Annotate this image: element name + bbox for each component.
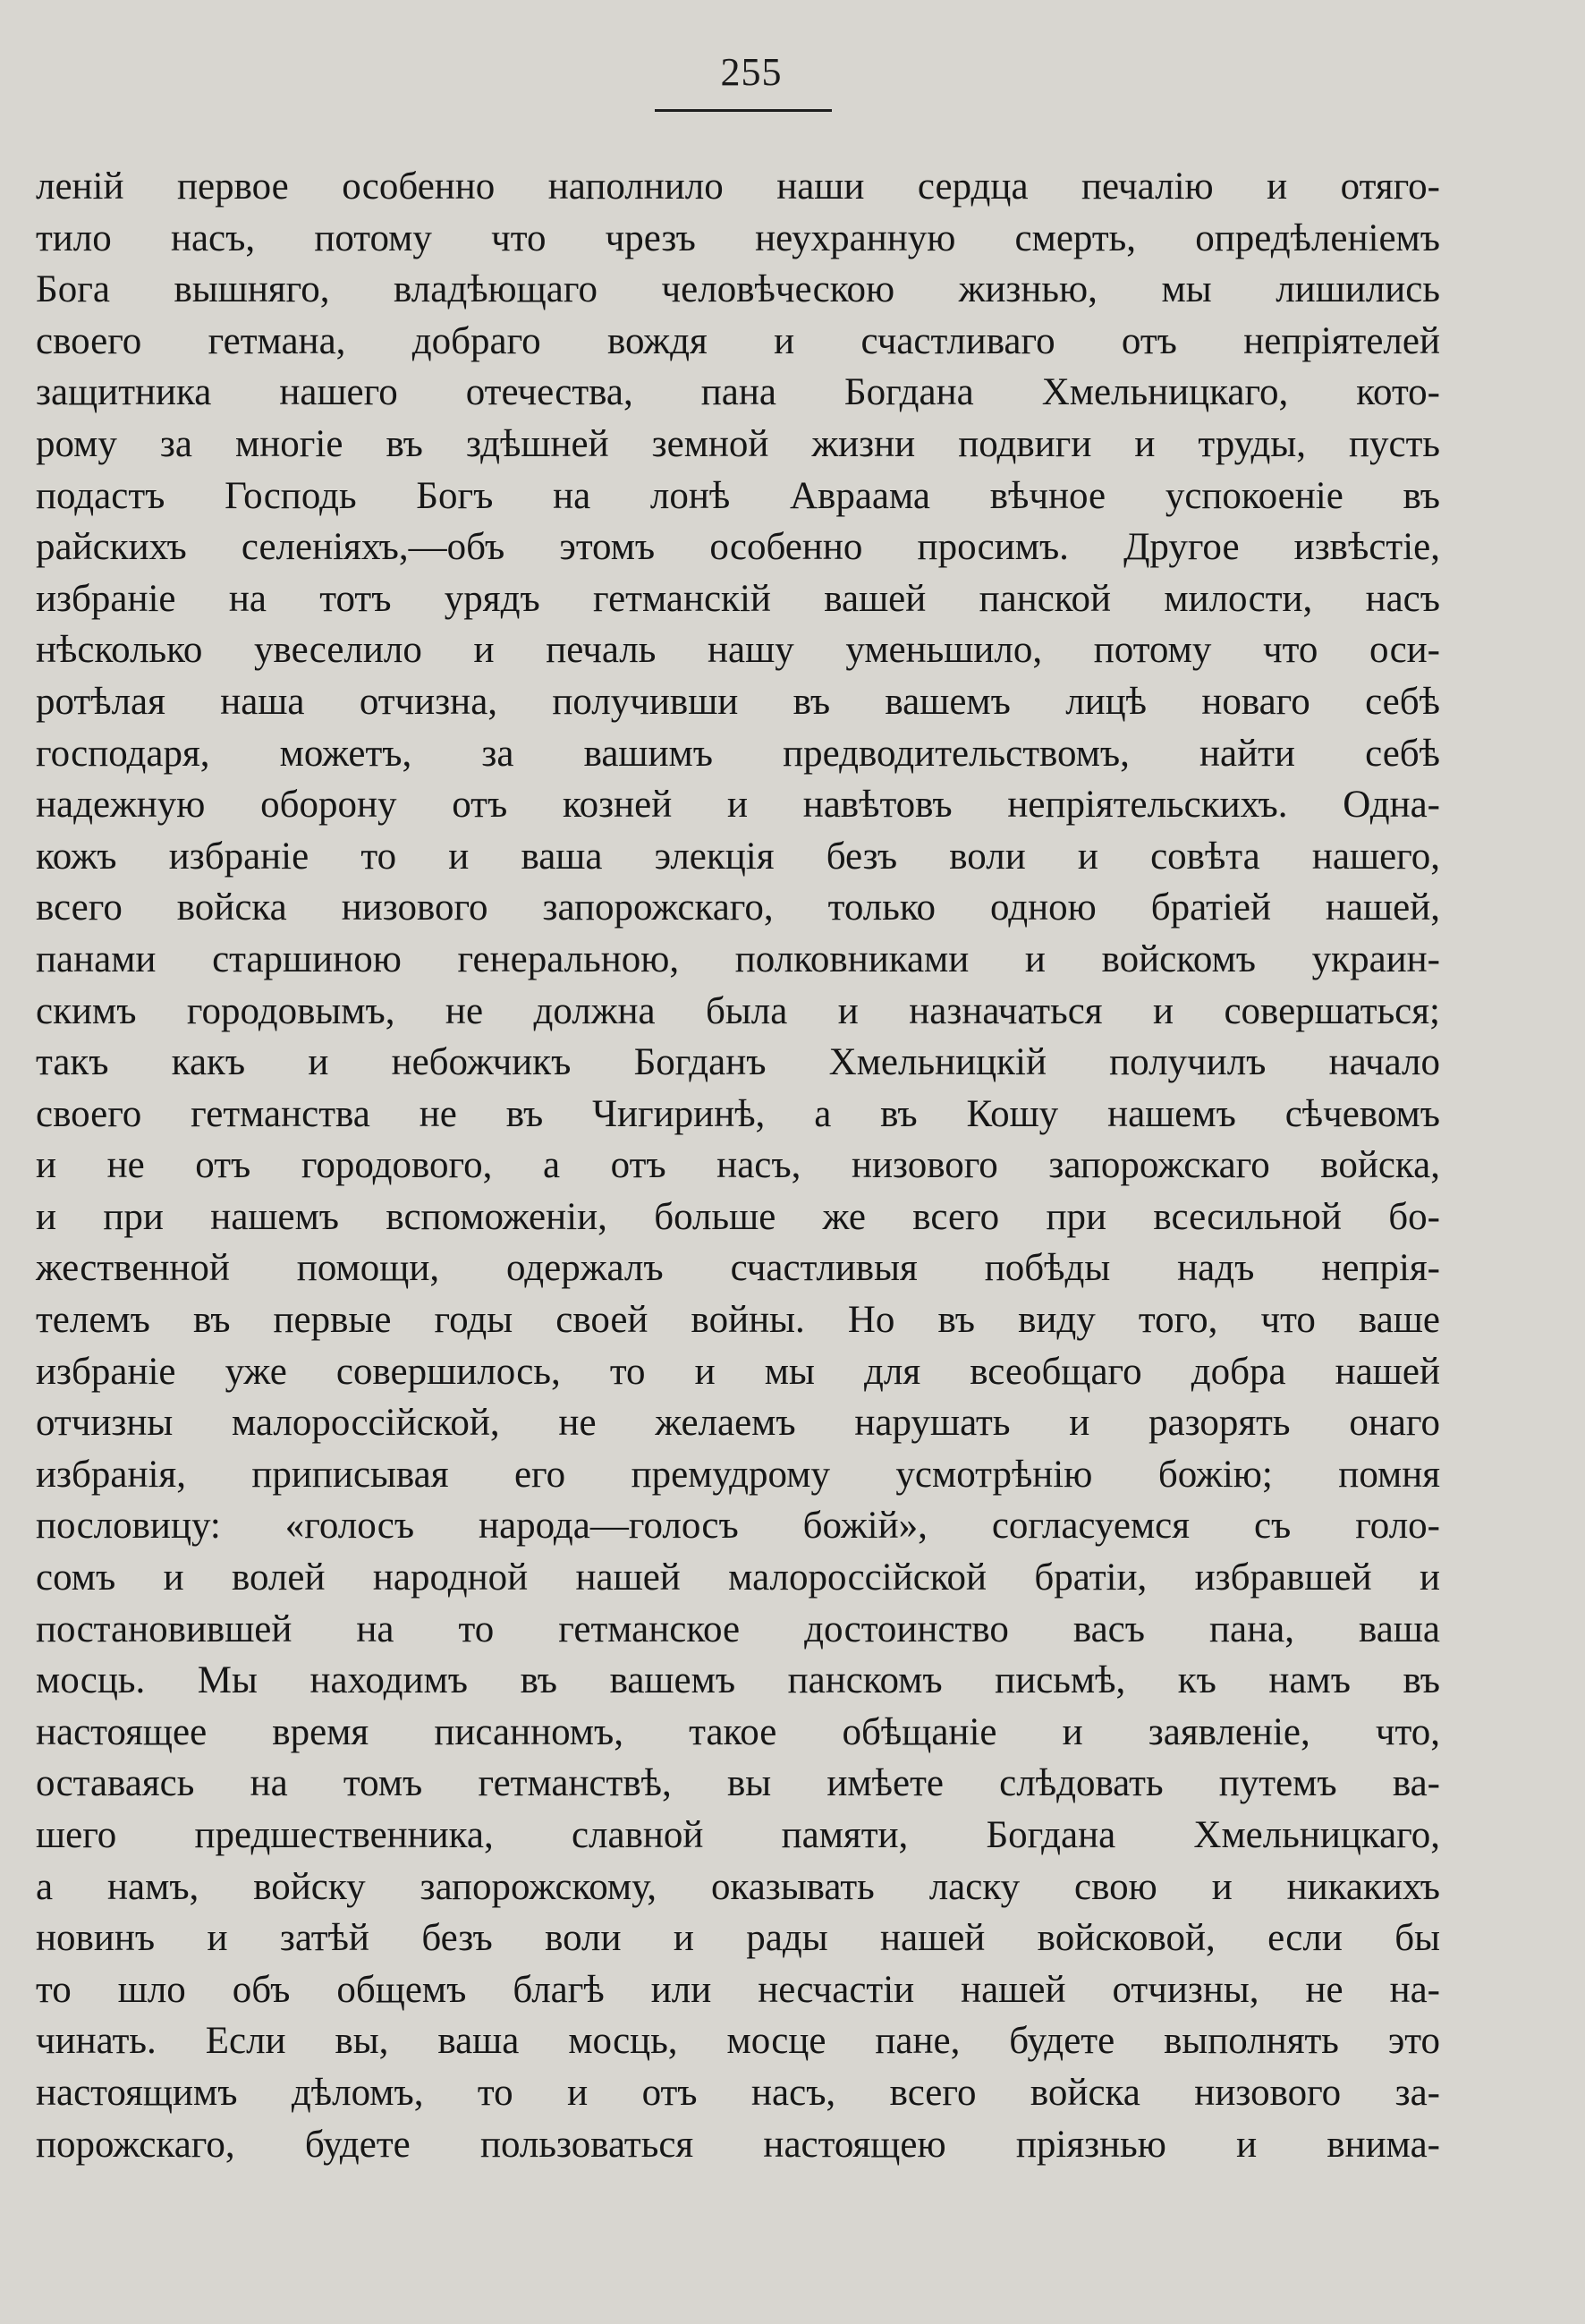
text-line: Бога вышняго, владѣющаго человѣческою жизнью, мы лишились <box>36 268 1440 311</box>
text-line: такъ какъ и небожчикъ Богданъ Хмельницкiй получилъ начало <box>36 1041 1440 1084</box>
text-line: оставаясь на томъ гетманствѣ, вы имѣете слѣдовать путемъ ва- <box>36 1762 1440 1805</box>
text-line: то шло объ общемъ благѣ или несчастiи нашей отчизны, не на- <box>36 1968 1440 2011</box>
text-line: избранiе уже совершилось, то и мы для всеобщаго добра нашей <box>36 1350 1440 1393</box>
text-line: избранiе на тотъ урядъ гетманскiй вашей панской милости, насъ <box>36 577 1440 620</box>
text-line: отчизны малороссiйской, не желаемъ нарушать и разорять онаго <box>36 1402 1440 1445</box>
text-line: ротѣлая наша отчизна, получивши въ вашемъ лицѣ новаго себѣ <box>36 680 1440 723</box>
text-line: кожъ избранiе то и ваша элекцiя безъ воли и совѣта нашего, <box>36 835 1440 878</box>
text-line: панами старшиною генеральною, полковниками и войскомъ украин- <box>36 937 1440 980</box>
text-line: защитника нашего отечества, пана Богдана Хмельницкаго, кото- <box>36 371 1440 414</box>
text-line: подастъ Господь Богъ на лонѣ Авраама вѣчное успокоенiе въ <box>36 474 1440 517</box>
text-line: чинать. Если вы, ваша мосць, мосце пане, будете выполнять это <box>36 2020 1440 2063</box>
text-line: порожскаго, будете пользоваться настоящею прiязнью и внима- <box>36 2123 1440 2166</box>
page-number: 255 <box>720 50 783 94</box>
text-line: постановившей на то гетманское достоинство васъ пана, ваша <box>36 1607 1440 1650</box>
text-line: жественной помощи, одержалъ счастливыя побѣды надъ непрiя- <box>36 1247 1440 1290</box>
text-line: господаря, можетъ, за вашимъ предводительствомъ, найти себѣ <box>36 732 1440 775</box>
text-line: избранiя, приписывая его премудрому усмотрѣнiю божiю; помня <box>36 1453 1440 1496</box>
text-line: своего гетмана, добраго вождя и счастливаго отъ непрiятелей <box>36 319 1440 362</box>
text-line: всего войска низового запорожскаго, только одною братiей нашей, <box>36 886 1440 929</box>
text-line: настоящимъ дѣломъ, то и отъ насъ, всего войска низового за- <box>36 2071 1440 2114</box>
text-line: тило насъ, потому что чрезъ неухранную смерть, опредѣленiемъ <box>36 216 1440 259</box>
text-line: и не отъ городового, а отъ насъ, низового запорожскаго войска, <box>36 1144 1440 1187</box>
text-line: настоящее время писанномъ, такое обѣщанiе и заявленiе, что, <box>36 1710 1440 1753</box>
page-number-rule <box>655 109 832 112</box>
text-line: надежную оборону отъ козней и навѣтовъ непрiятельскихъ. Одна- <box>36 784 1440 827</box>
text-line: телемъ въ первые годы своей войны. Но въ виду того, что ваше <box>36 1299 1440 1342</box>
text-line: и при нашемъ вспоможенiи, больше же всего при всесильной бо- <box>36 1195 1440 1238</box>
text-line: шего предшественника, славной памяти, Богдана Хмельницкаго, <box>36 1814 1440 1856</box>
text-line: скимъ городовымъ, не должна была и назначаться и совершаться; <box>36 989 1440 1032</box>
text-line: пословицу: «голосъ народа—голосъ божiй», согласуемся съ голо- <box>36 1505 1440 1548</box>
text-line: своего гетманства не въ Чигиринѣ, а въ Кошу нашемъ сѣчевомъ <box>36 1092 1440 1135</box>
body-text <box>36 161 1440 2170</box>
text-line: рому за многiе въ здѣшней земной жизни подвиги и труды, пусть <box>36 422 1440 465</box>
text-line: сомъ и волей народной нашей малороссiйской братiи, избравшей и <box>36 1556 1440 1599</box>
text-line: новинъ и затѣй безъ воли и рады нашей войсковой, если бы <box>36 1917 1440 1960</box>
text-line: а намъ, войску запорожскому, оказывать ласку свою и никакихъ <box>36 1865 1440 1908</box>
text-line: мосць. Мы находимъ въ вашемъ панскомъ письмѣ, къ намъ въ <box>36 1659 1440 1702</box>
text-line: райскихъ селенiяхъ,—объ этомъ особенно просимъ. Другое извѣстiе, <box>36 526 1440 569</box>
text-line: ленiй первое особенно наполнило наши сердца печалiю и отяго- <box>36 165 1440 208</box>
text-line: нѣсколько увеселило и печаль нашу уменьшило, потому что оси- <box>36 629 1440 672</box>
